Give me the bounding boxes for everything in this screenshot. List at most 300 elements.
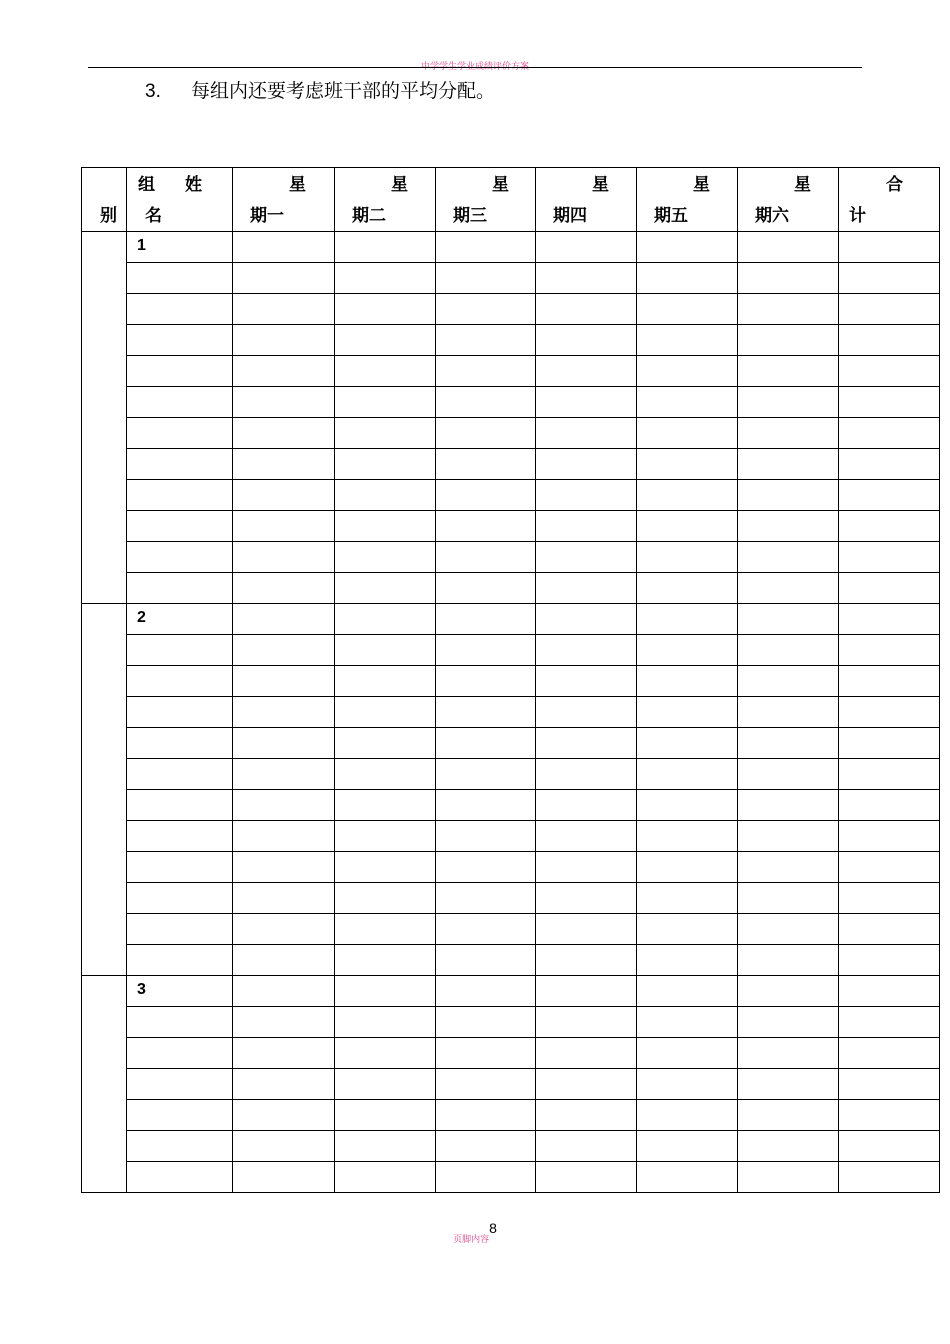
total-cell[interactable] — [839, 697, 940, 728]
header-cell-thu — [536, 168, 637, 232]
day-cell[interactable] — [738, 232, 839, 263]
day-cell[interactable] — [233, 480, 335, 511]
day-cell[interactable] — [637, 666, 738, 697]
name-cell[interactable] — [127, 356, 233, 387]
day-cell[interactable] — [637, 573, 738, 604]
total-cell[interactable] — [839, 449, 940, 480]
day-cell[interactable] — [637, 821, 738, 852]
header-total-line1: 合 — [886, 175, 903, 195]
total-cell[interactable] — [839, 635, 940, 666]
day-cell[interactable] — [637, 356, 738, 387]
day-cell[interactable] — [536, 1007, 637, 1038]
name-cell[interactable] — [127, 573, 233, 604]
day-cell[interactable] — [536, 325, 637, 356]
day-cell[interactable] — [335, 387, 436, 418]
day-cell[interactable] — [536, 418, 637, 449]
day-cell[interactable] — [637, 635, 738, 666]
day-cell[interactable] — [436, 635, 536, 666]
day-cell[interactable] — [436, 1131, 536, 1162]
day-cell[interactable] — [738, 666, 839, 697]
day-cell[interactable] — [335, 821, 436, 852]
day-cell[interactable] — [436, 387, 536, 418]
day-cell[interactable] — [738, 728, 839, 759]
table-row — [82, 976, 940, 1007]
header-cell-group — [82, 168, 155, 232]
day-cell[interactable] — [637, 1069, 738, 1100]
name-cell[interactable] — [127, 976, 233, 1007]
day-cell[interactable] — [536, 1069, 637, 1100]
header-name-line2: 名 — [145, 206, 162, 226]
day-cell[interactable] — [738, 759, 839, 790]
header-day-line1: 星 — [391, 175, 408, 195]
day-cell[interactable] — [637, 604, 738, 635]
day-cell[interactable] — [233, 759, 335, 790]
day-cell[interactable] — [436, 232, 536, 263]
day-cell[interactable] — [335, 511, 436, 542]
total-cell[interactable] — [839, 1038, 940, 1069]
total-cell[interactable] — [839, 1131, 940, 1162]
day-cell[interactable] — [335, 325, 436, 356]
day-cell[interactable] — [233, 1100, 335, 1131]
day-cell[interactable] — [233, 821, 335, 852]
day-cell[interactable] — [436, 790, 536, 821]
day-cell[interactable] — [637, 728, 738, 759]
day-cell[interactable] — [536, 480, 637, 511]
name-cell[interactable] — [127, 728, 233, 759]
day-cell[interactable] — [738, 1100, 839, 1131]
total-cell[interactable] — [839, 387, 940, 418]
group-cell — [82, 232, 127, 604]
day-cell[interactable] — [536, 790, 637, 821]
day-cell[interactable] — [536, 976, 637, 1007]
day-cell[interactable] — [233, 511, 335, 542]
day-cell[interactable] — [436, 852, 536, 883]
day-cell[interactable] — [637, 852, 738, 883]
day-cell[interactable] — [738, 821, 839, 852]
table-row — [82, 1131, 940, 1162]
day-cell[interactable] — [233, 449, 335, 480]
day-cell[interactable] — [335, 294, 436, 325]
day-cell[interactable] — [536, 511, 637, 542]
table-row — [82, 449, 940, 480]
day-cell[interactable] — [233, 666, 335, 697]
day-cell[interactable] — [738, 1007, 839, 1038]
day-cell[interactable] — [233, 263, 335, 294]
total-cell[interactable] — [839, 1007, 940, 1038]
day-cell[interactable] — [637, 883, 738, 914]
day-cell[interactable] — [436, 759, 536, 790]
total-cell[interactable] — [839, 573, 940, 604]
day-cell[interactable] — [233, 232, 335, 263]
name-cell[interactable] — [127, 666, 233, 697]
day-cell[interactable] — [637, 914, 738, 945]
day-cell[interactable] — [738, 418, 839, 449]
day-cell[interactable] — [335, 542, 436, 573]
day-cell[interactable] — [335, 852, 436, 883]
header-day-line2: 期二 — [352, 206, 386, 226]
total-cell[interactable] — [839, 976, 940, 1007]
header-day-line1: 星 — [492, 175, 509, 195]
table-row — [82, 604, 940, 635]
day-cell[interactable] — [233, 418, 335, 449]
header-day-line2: 期六 — [755, 206, 789, 226]
day-cell[interactable] — [536, 387, 637, 418]
day-cell[interactable] — [335, 480, 436, 511]
name-cell[interactable] — [127, 1162, 233, 1193]
day-cell[interactable] — [233, 697, 335, 728]
name-cell[interactable] — [127, 604, 233, 635]
table-row — [82, 790, 940, 821]
day-cell[interactable] — [335, 976, 436, 1007]
total-cell[interactable] — [839, 604, 940, 635]
table-row — [82, 1162, 940, 1193]
day-cell[interactable] — [536, 356, 637, 387]
name-cell[interactable] — [127, 418, 233, 449]
day-cell[interactable] — [233, 976, 335, 1007]
day-cell[interactable] — [436, 356, 536, 387]
header-cell-name — [127, 168, 233, 232]
running-header: 中学学生学业成绩评价方案 — [420, 62, 529, 72]
day-cell[interactable] — [738, 883, 839, 914]
day-cell[interactable] — [335, 449, 436, 480]
total-cell[interactable] — [839, 263, 940, 294]
day-cell[interactable] — [637, 325, 738, 356]
name-cell[interactable] — [127, 294, 233, 325]
day-cell[interactable] — [335, 945, 436, 976]
total-cell[interactable] — [839, 1069, 940, 1100]
day-cell[interactable] — [536, 232, 637, 263]
table-row — [82, 232, 940, 263]
day-cell[interactable] — [738, 945, 839, 976]
day-cell[interactable] — [233, 294, 335, 325]
day-cell[interactable] — [637, 294, 738, 325]
day-cell[interactable] — [738, 635, 839, 666]
day-cell[interactable] — [335, 1038, 436, 1069]
day-cell[interactable] — [436, 1100, 536, 1131]
day-cell[interactable] — [637, 1007, 738, 1038]
day-cell[interactable] — [738, 976, 839, 1007]
header-cell-mon — [233, 168, 335, 232]
total-cell[interactable] — [839, 759, 940, 790]
day-cell[interactable] — [335, 263, 436, 294]
day-cell[interactable] — [436, 821, 536, 852]
day-cell[interactable] — [637, 1131, 738, 1162]
page-number: 8 — [489, 1220, 497, 1236]
day-cell[interactable] — [233, 945, 335, 976]
day-cell[interactable] — [233, 1131, 335, 1162]
table-row — [82, 1069, 940, 1100]
day-cell[interactable] — [233, 635, 335, 666]
day-cell[interactable] — [637, 697, 738, 728]
table-row — [82, 883, 940, 914]
day-cell[interactable] — [637, 790, 738, 821]
day-cell[interactable] — [436, 542, 536, 573]
day-cell[interactable] — [335, 356, 436, 387]
day-cell[interactable] — [738, 1069, 839, 1100]
day-cell[interactable] — [233, 604, 335, 635]
day-cell[interactable] — [436, 666, 536, 697]
day-cell[interactable] — [637, 976, 738, 1007]
name-cell[interactable] — [127, 821, 233, 852]
name-cell[interactable] — [127, 387, 233, 418]
total-cell[interactable] — [839, 728, 940, 759]
table-row — [82, 263, 940, 294]
day-cell[interactable] — [738, 542, 839, 573]
day-cell[interactable] — [335, 1100, 436, 1131]
day-cell[interactable] — [335, 1069, 436, 1100]
header-group-line1: 组 — [138, 175, 155, 195]
list-item-3 — [145, 78, 495, 105]
day-cell[interactable] — [536, 945, 637, 976]
total-cell[interactable] — [839, 1162, 940, 1193]
day-cell[interactable] — [233, 1038, 335, 1069]
header-name-line1: 姓 — [185, 175, 202, 195]
day-cell[interactable] — [738, 325, 839, 356]
header-group-line2: 别 — [100, 206, 117, 226]
name-cell[interactable] — [127, 480, 233, 511]
table-row — [82, 356, 940, 387]
day-cell[interactable] — [536, 883, 637, 914]
day-cell[interactable] — [436, 945, 536, 976]
group-number: 2 — [137, 609, 146, 626]
name-cell[interactable] — [127, 1038, 233, 1069]
day-cell[interactable] — [637, 1100, 738, 1131]
table-row — [82, 759, 940, 790]
total-cell[interactable] — [839, 325, 940, 356]
day-cell[interactable] — [335, 1007, 436, 1038]
day-cell[interactable] — [536, 635, 637, 666]
day-cell[interactable] — [335, 883, 436, 914]
total-cell[interactable] — [839, 883, 940, 914]
table-row — [82, 666, 940, 697]
total-cell[interactable] — [839, 914, 940, 945]
name-cell[interactable] — [127, 883, 233, 914]
day-cell[interactable] — [738, 294, 839, 325]
day-cell[interactable] — [233, 914, 335, 945]
day-cell[interactable] — [436, 697, 536, 728]
day-cell[interactable] — [335, 418, 436, 449]
day-cell[interactable] — [738, 480, 839, 511]
day-cell[interactable] — [436, 1069, 536, 1100]
day-cell[interactable] — [335, 697, 436, 728]
day-cell[interactable] — [738, 387, 839, 418]
day-cell[interactable] — [436, 449, 536, 480]
table-row — [82, 1038, 940, 1069]
day-cell[interactable] — [436, 604, 536, 635]
table-row — [82, 697, 940, 728]
day-cell[interactable] — [738, 1131, 839, 1162]
total-cell[interactable] — [839, 542, 940, 573]
name-cell[interactable] — [127, 697, 233, 728]
name-cell[interactable] — [127, 914, 233, 945]
day-cell[interactable] — [536, 604, 637, 635]
day-cell[interactable] — [335, 666, 436, 697]
day-cell[interactable] — [536, 666, 637, 697]
name-cell[interactable] — [127, 325, 233, 356]
day-cell[interactable] — [436, 1007, 536, 1038]
total-cell[interactable] — [839, 821, 940, 852]
header-day-line2: 期四 — [553, 206, 587, 226]
day-cell[interactable] — [637, 542, 738, 573]
table-row — [82, 821, 940, 852]
total-cell[interactable] — [839, 294, 940, 325]
header-cell-wed — [436, 168, 536, 232]
group-cell — [82, 976, 127, 1193]
day-cell[interactable] — [233, 1007, 335, 1038]
day-cell[interactable] — [436, 1162, 536, 1193]
day-cell[interactable] — [536, 1038, 637, 1069]
total-cell[interactable] — [839, 790, 940, 821]
day-cell[interactable] — [536, 759, 637, 790]
total-cell[interactable] — [839, 418, 940, 449]
day-cell[interactable] — [233, 542, 335, 573]
day-cell[interactable] — [335, 759, 436, 790]
day-cell[interactable] — [536, 914, 637, 945]
day-cell[interactable] — [536, 449, 637, 480]
header-total-line2: 计 — [849, 206, 866, 226]
day-cell[interactable] — [738, 852, 839, 883]
name-cell[interactable] — [127, 945, 233, 976]
day-cell[interactable] — [637, 1162, 738, 1193]
day-cell[interactable] — [738, 1038, 839, 1069]
group-cell — [82, 604, 127, 976]
day-cell[interactable] — [233, 883, 335, 914]
day-cell[interactable] — [436, 294, 536, 325]
day-cell[interactable] — [436, 511, 536, 542]
day-cell[interactable] — [738, 604, 839, 635]
day-cell[interactable] — [738, 263, 839, 294]
day-cell[interactable] — [536, 728, 637, 759]
day-cell[interactable] — [637, 1038, 738, 1069]
total-cell[interactable] — [839, 511, 940, 542]
day-cell[interactable] — [436, 728, 536, 759]
day-cell[interactable] — [335, 604, 436, 635]
name-cell[interactable] — [127, 1007, 233, 1038]
day-cell[interactable] — [738, 697, 839, 728]
total-cell[interactable] — [839, 232, 940, 263]
total-cell[interactable] — [839, 666, 940, 697]
name-cell[interactable] — [127, 263, 233, 294]
header-cell-total — [839, 168, 940, 232]
table-row — [82, 387, 940, 418]
total-cell[interactable] — [839, 356, 940, 387]
total-cell[interactable] — [839, 1100, 940, 1131]
day-cell[interactable] — [637, 511, 738, 542]
day-cell[interactable] — [738, 914, 839, 945]
name-cell[interactable] — [127, 759, 233, 790]
day-cell[interactable] — [637, 480, 738, 511]
day-cell[interactable] — [233, 1162, 335, 1193]
table-row — [82, 914, 940, 945]
day-cell[interactable] — [233, 790, 335, 821]
day-cell[interactable] — [233, 356, 335, 387]
total-cell[interactable] — [839, 480, 940, 511]
day-cell[interactable] — [637, 449, 738, 480]
name-cell[interactable] — [127, 542, 233, 573]
day-cell[interactable] — [637, 263, 738, 294]
day-cell[interactable] — [335, 573, 436, 604]
day-cell[interactable] — [637, 232, 738, 263]
name-cell[interactable] — [127, 449, 233, 480]
header-cell-fri — [637, 168, 738, 232]
grouping-table — [81, 167, 940, 1193]
day-cell[interactable] — [335, 790, 436, 821]
day-cell[interactable] — [233, 1069, 335, 1100]
day-cell[interactable] — [536, 542, 637, 573]
day-cell[interactable] — [233, 728, 335, 759]
name-cell[interactable] — [127, 232, 233, 263]
day-cell[interactable] — [637, 387, 738, 418]
name-cell[interactable] — [127, 1069, 233, 1100]
day-cell[interactable] — [536, 1131, 637, 1162]
day-cell[interactable] — [536, 573, 637, 604]
header-rule — [88, 67, 862, 68]
table-row — [82, 1100, 940, 1131]
day-cell[interactable] — [536, 1100, 637, 1131]
day-cell[interactable] — [536, 821, 637, 852]
day-cell[interactable] — [335, 914, 436, 945]
list-item-text: 每组内还要考虑班干部的平均分配。 — [191, 80, 496, 102]
day-cell[interactable] — [738, 1162, 839, 1193]
total-cell[interactable] — [839, 852, 940, 883]
day-cell[interactable] — [536, 294, 637, 325]
header-day-line2: 期三 — [453, 206, 487, 226]
day-cell[interactable] — [436, 573, 536, 604]
day-cell[interactable] — [536, 697, 637, 728]
day-cell[interactable] — [536, 852, 637, 883]
day-cell[interactable] — [335, 728, 436, 759]
name-cell[interactable] — [127, 852, 233, 883]
day-cell[interactable] — [436, 914, 536, 945]
day-cell[interactable] — [436, 480, 536, 511]
table-row — [82, 728, 940, 759]
day-cell[interactable] — [738, 790, 839, 821]
table-header-row — [82, 168, 940, 232]
day-cell[interactable] — [335, 1162, 436, 1193]
name-cell[interactable] — [127, 635, 233, 666]
total-cell[interactable] — [839, 945, 940, 976]
day-cell[interactable] — [738, 573, 839, 604]
day-cell[interactable] — [738, 511, 839, 542]
day-cell[interactable] — [233, 325, 335, 356]
day-cell[interactable] — [436, 883, 536, 914]
day-cell[interactable] — [233, 387, 335, 418]
day-cell[interactable] — [335, 635, 436, 666]
name-cell[interactable] — [127, 1131, 233, 1162]
name-cell[interactable] — [127, 1100, 233, 1131]
day-cell[interactable] — [536, 263, 637, 294]
day-cell[interactable] — [335, 232, 436, 263]
day-cell[interactable] — [436, 976, 536, 1007]
day-cell[interactable] — [233, 573, 335, 604]
day-cell[interactable] — [536, 1162, 637, 1193]
day-cell[interactable] — [233, 852, 335, 883]
day-cell[interactable] — [637, 759, 738, 790]
header-day-line2: 期一 — [250, 206, 284, 226]
day-cell[interactable] — [436, 263, 536, 294]
day-cell[interactable] — [335, 1131, 436, 1162]
day-cell[interactable] — [738, 356, 839, 387]
day-cell[interactable] — [436, 418, 536, 449]
day-cell[interactable] — [436, 325, 536, 356]
day-cell[interactable] — [436, 1038, 536, 1069]
name-cell[interactable] — [127, 511, 233, 542]
day-cell[interactable] — [637, 945, 738, 976]
name-cell[interactable] — [127, 790, 233, 821]
day-cell[interactable] — [738, 449, 839, 480]
table-row — [82, 635, 940, 666]
day-cell[interactable] — [637, 418, 738, 449]
